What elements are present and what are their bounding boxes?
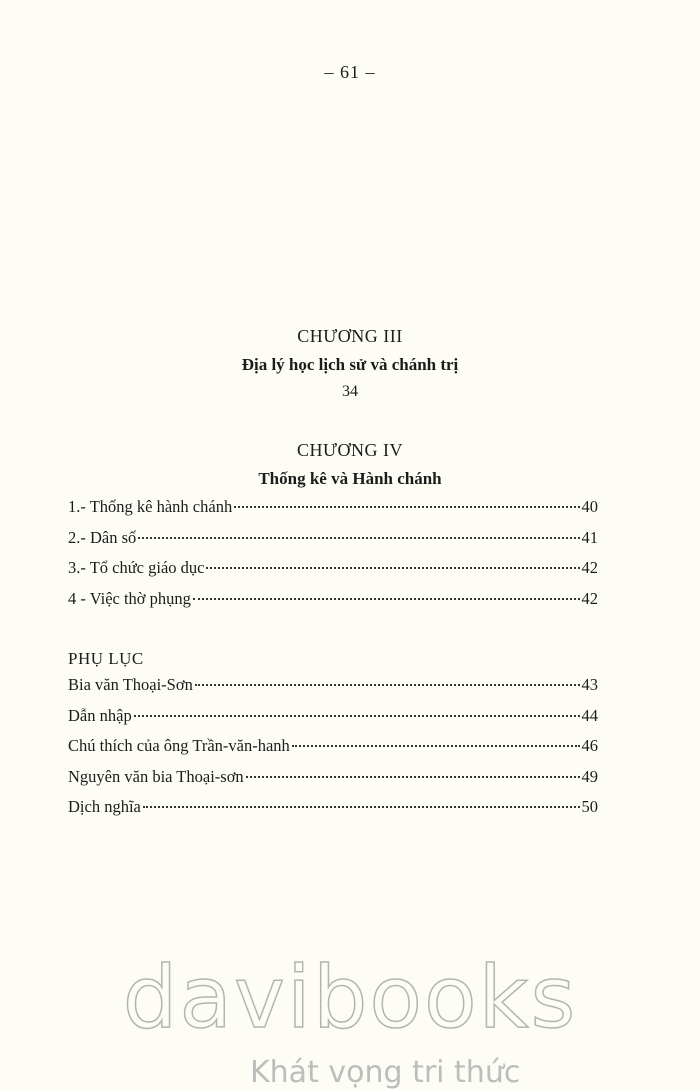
dot-leader (193, 598, 580, 600)
toc-entry[interactable] (68, 558, 598, 589)
watermark-tagline: Khát vọng tri thức (250, 1055, 521, 1090)
toc-entry-label: Dịch nghĩa (68, 797, 141, 816)
toc-entry[interactable] (68, 767, 598, 798)
dot-leader (206, 567, 579, 569)
chapter-iii-subtitle: Địa lý học lịch sử và chánh trị (241, 355, 459, 374)
page-number: – 61 – (324, 62, 376, 82)
chapter-iv-subtitle: Thống kê và Hành chánh (258, 469, 442, 488)
toc-entry[interactable] (68, 589, 598, 620)
toc-entry-label: 1.- Thống kê hành chánh (68, 497, 233, 516)
toc-entry[interactable] (68, 797, 598, 828)
appendix-heading: PHỤ LỤC (68, 649, 144, 668)
toc-entry-label: 3.- Tổ chức giáo dục (68, 558, 205, 577)
dot-leader (134, 715, 580, 717)
toc-entry[interactable] (68, 497, 598, 528)
toc-entry-page: 44 (581, 705, 598, 725)
dot-leader (246, 776, 580, 778)
toc-entry-label: Bia văn Thoại-Sơn (68, 675, 193, 694)
watermark (0, 948, 700, 1090)
toc-entry-page: 42 (581, 588, 598, 608)
chapter-iv-toc (68, 497, 598, 619)
chapter-iii-title: CHƯƠNG III (297, 326, 403, 346)
dot-leader (292, 745, 580, 747)
toc-entry-page: 41 (581, 527, 598, 547)
toc-entry[interactable] (68, 528, 598, 559)
toc-entry-label: Chú thích của ông Trần-văn-hanh (68, 736, 290, 755)
dot-leader (234, 506, 579, 508)
toc-entry-page: 42 (581, 558, 598, 577)
toc-entry-page: 49 (581, 766, 598, 786)
toc-entry-label: 4 - Việc thờ phụng (68, 588, 191, 608)
toc-entry-page: 43 (581, 675, 598, 694)
toc-entry-page: 46 (581, 736, 598, 755)
toc-entry-label: 2.- Dân số (68, 527, 137, 547)
appendix-toc (68, 675, 598, 828)
chapter-iii-page: 34 (342, 383, 358, 400)
toc-entry[interactable] (68, 736, 598, 767)
watermark-brand: davibooks (122, 948, 578, 1048)
dot-leader (143, 806, 580, 808)
toc-entry-page: 40 (581, 497, 598, 516)
dot-leader (195, 684, 580, 686)
toc-entry-label: Dẫn nhập (68, 705, 132, 725)
toc-entry-label: Nguyên văn bia Thoại-sơn (68, 766, 244, 786)
toc-entry[interactable] (68, 706, 598, 737)
toc-entry-page: 50 (581, 797, 598, 816)
dot-leader (138, 537, 579, 539)
chapter-iv-title: CHƯƠNG IV (297, 440, 403, 460)
toc-entry[interactable] (68, 675, 598, 706)
